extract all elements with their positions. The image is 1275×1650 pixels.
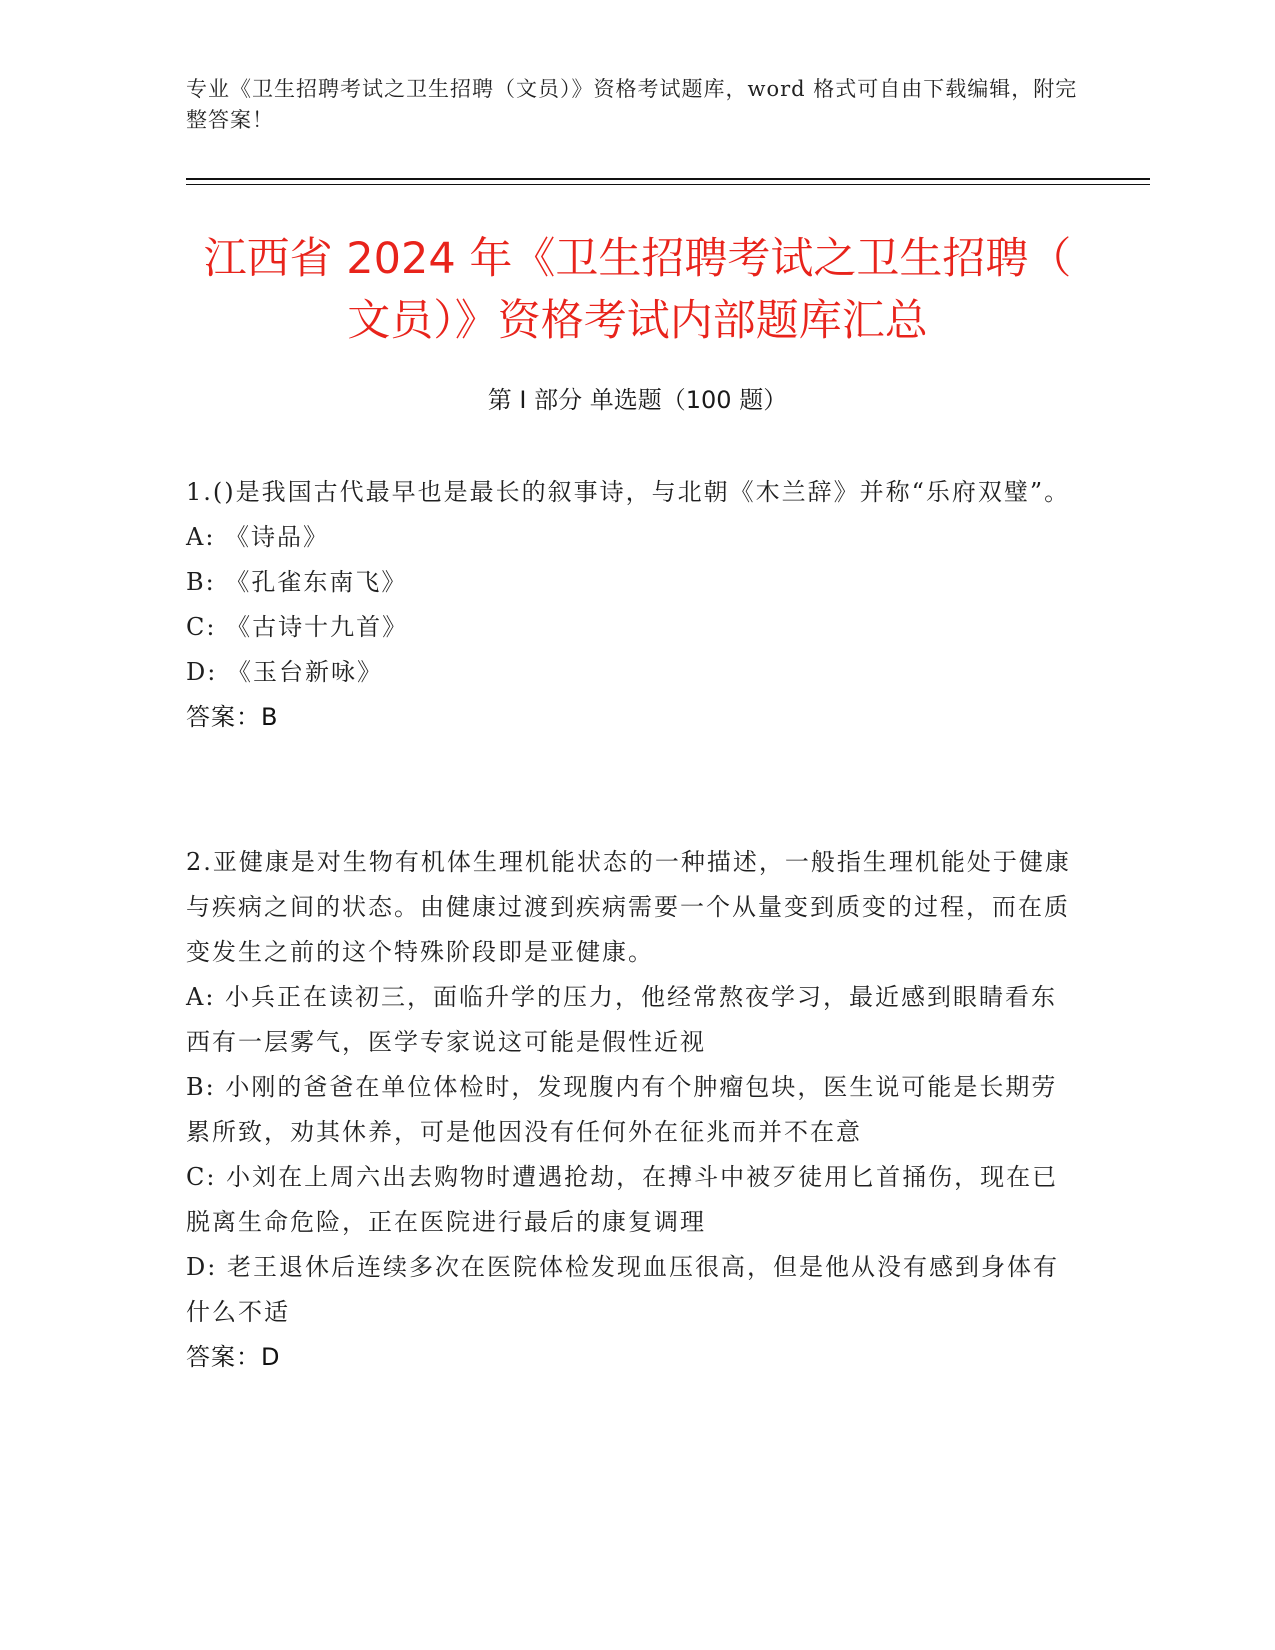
question-stem: 2.亚健康是对生物有机体生理机能状态的一种描述，一般指生理机能处于健康与疾病之间的状态。由健康过渡到疾病需要一个从量变到质变的过程，而在质变发生之前的这个特殊阶段即是亚健康。	[186, 848, 1071, 966]
question-2	[186, 840, 1076, 1380]
question-1	[186, 470, 1076, 740]
option-a: A: 《诗品》	[186, 523, 330, 551]
answer-label: 答案：B	[186, 703, 279, 731]
answer-label: 答案：D	[186, 1343, 281, 1371]
option-c: C: 《古诗十九首》	[186, 613, 409, 641]
header-divider-thin	[186, 184, 1150, 185]
header-note: 专业《卫生招聘考试之卫生招聘（文员）》资格考试题库，word 格式可自由下载编辑，附完整答案！	[186, 77, 1078, 132]
header-divider-thick	[186, 178, 1150, 180]
document-title-line-2: 文员）》资格考试内部题库汇总	[347, 296, 928, 346]
document-title-line-1: 江西省 2024 年《卫生招聘考试之卫生招聘（	[203, 234, 1072, 284]
option-d: D: 《玉台新咏》	[186, 658, 383, 686]
option-c: C: 小刘在上周六出去购物时遭遇抢劫，在搏斗中被歹徒用匕首捅伤，现在已脱离生命危险，正在医院进行最后的康复调理	[186, 1163, 1059, 1236]
option-a: A: 小兵正在读初三，面临升学的压力，他经常熬夜学习，最近感到眼睛看东西有一层雾气，医学专家说这可能是假性近视	[186, 983, 1058, 1056]
question-stem: 1.()是我国古代最早也是最长的叙事诗，与北朝《木兰辞》并称“乐府双璧”。	[186, 478, 1071, 506]
option-d: D: 老王退休后连续多次在医院体检发现血压很高，但是他从没有感到身体有什么不适	[186, 1253, 1059, 1326]
option-b: B: 《孔雀东南飞》	[186, 568, 408, 596]
option-b: B: 小刚的爸爸在单位体检时，发现腹内有个肿瘤包块，医生说可能是长期劳累所致，劝其休养，可是他因没有任何外在征兆而并不在意	[186, 1073, 1058, 1146]
section-heading: 第 I 部分 单选题（100 题）	[487, 386, 788, 414]
document-title	[150, 228, 1125, 352]
